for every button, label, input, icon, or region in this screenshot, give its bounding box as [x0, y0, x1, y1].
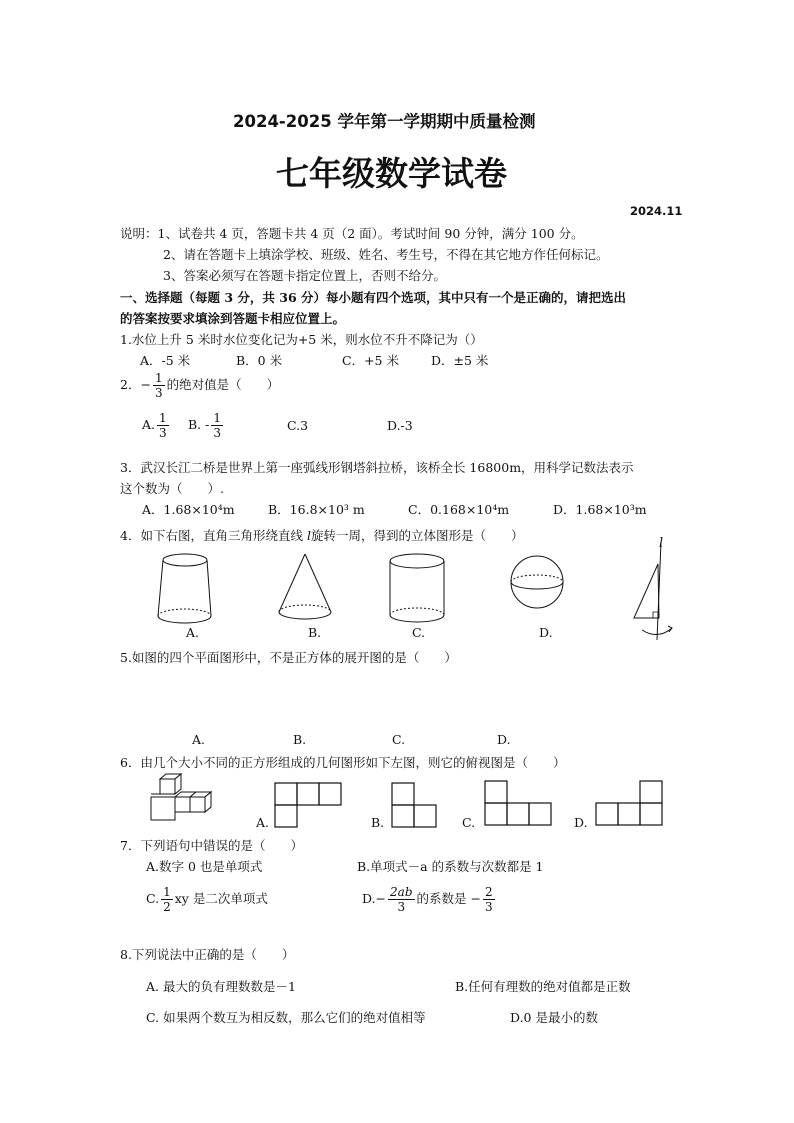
q4-rotation-triangle-figure [628, 538, 680, 642]
q4-stem [120, 526, 523, 544]
q2-stem [120, 372, 279, 399]
q2-fraction [153, 372, 165, 399]
q4-line-variable: l [306, 528, 311, 543]
q2-a-fraction [157, 412, 169, 439]
q4-figure-a-frustum [155, 552, 215, 627]
q3-option-a: A．1.68×10⁴m [142, 502, 235, 517]
q4-figure-d-sphere [507, 552, 567, 612]
q6-label-c: C. [462, 815, 476, 830]
q8-option-d: D.0 是最小的数 [510, 1010, 598, 1025]
q6-option-a-topview [274, 782, 344, 828]
q2-a-numerator: 1 [159, 411, 167, 425]
q6-cube-stack-figure [148, 773, 220, 825]
q2-suffix: 的绝对值是（ ） [166, 377, 280, 392]
q3-stem-line2: 这个数为（ ）. [120, 481, 224, 496]
q4-label-d: D. [539, 625, 553, 640]
q1-option-a: A．-5 米 [140, 353, 191, 368]
q7-d-numerator: 2ab [390, 885, 413, 899]
q7-c-text: xy 是二次单项式 [174, 891, 268, 906]
note-3: 3、答案必须写在答题卡指定位置上，否则不给分。 [163, 268, 446, 283]
q5-label-c: C. [392, 732, 406, 747]
q4-label-c: C. [412, 625, 426, 640]
q7-option-c [146, 886, 268, 913]
q1-option-b: B．0 米 [236, 353, 283, 368]
q8-option-a: A. 最大的负有理数数是－1 [146, 979, 296, 994]
q6-label-b: B. [371, 815, 385, 830]
q7-d-text: 的系数是 − [416, 891, 481, 906]
q5-stem: 5.如图的四个平面图形中，不是正方体的展开图的是（ ） [120, 650, 457, 665]
q8-option-b: B.任何有理数的绝对值都是正数 [455, 979, 631, 994]
q4-figure-b-cone [275, 552, 335, 627]
q7-d-fraction2 [483, 886, 495, 913]
q7-option-b: B.单项式－a 的系数与次数都是 1 [357, 859, 544, 874]
q2-a-label: A. [142, 417, 156, 432]
q7-c-fraction [161, 886, 173, 913]
q6-stem: 6．由几个大小不同的正方形组成的几何图形如下左图，则它的俯视图是（ ） [120, 755, 566, 770]
q8-stem: 8.下列说法中正确的是（ ） [120, 947, 295, 962]
q7-d-denominator2: 3 [484, 900, 493, 914]
q3-option-c: C．0.168×10⁴m [408, 502, 510, 517]
q7-option-d [362, 886, 497, 913]
q7-d-label: D.− [362, 891, 387, 906]
q3-option-b: B．16.8×10³ m [268, 502, 365, 517]
q5-label-d: D. [497, 732, 511, 747]
exam-date: 2024.11 [630, 204, 683, 218]
q7-stem: 7．下列语句中错误的是（ ） [120, 838, 303, 853]
q7-c-numerator: 1 [163, 885, 171, 899]
q2-option-d: D.-3 [387, 418, 413, 433]
q2-prefix: 2．− [120, 377, 151, 392]
q6-option-d-topview [595, 780, 665, 826]
q4-stem-part2: 旋转一周，得到的立体图形是（ ） [310, 528, 524, 543]
q1-stem: 1.水位上升 5 米时水位变化记为+5 米，则水位不升不降记为（） [120, 332, 483, 347]
q5-label-b: B. [293, 732, 307, 747]
q2-a-denominator: 3 [159, 426, 167, 440]
q4-axis-label: l [659, 536, 664, 551]
q7-d-fraction [388, 886, 414, 913]
q6-option-b-topview [391, 782, 439, 828]
q6-label-a: A. [256, 815, 270, 830]
q2-option-b [188, 412, 225, 439]
q7-d-denominator: 3 [397, 900, 406, 914]
q4-figure-c-cylinder [387, 552, 447, 627]
q8-option-c: C. 如果两个数互为相反数，那么它们的绝对值相等 [146, 1010, 426, 1025]
q3-option-d: D．1.68×10³m [553, 502, 647, 517]
section-heading-line1: 一、选择题（每题 3 分，共 36 分）每小题有四个选项，其中只有一个是正确的，请把选出 [120, 290, 627, 305]
q4-stem-part1: 4．如下右图，直角三角形绕直线 [120, 528, 303, 543]
q1-option-d: D．±5 米 [431, 353, 489, 368]
exam-subtitle: 2024-2025 学年第一学期期中质量检测 [233, 112, 536, 131]
section-heading-line2: 的答案按要求填涂到答题卡相应位置上。 [120, 311, 346, 326]
q5-label-a: A. [192, 732, 206, 747]
q3-stem-line1: 3．武汉长江二桥是世界上第一座弧线形钢塔斜拉桥，该桥全长 16800m，用科学记数法表示 [120, 460, 634, 475]
q7-d-numerator2: 2 [484, 885, 493, 899]
q2-option-c: C.3 [287, 418, 309, 433]
q7-c-denominator: 2 [163, 900, 171, 914]
note-1: 说明：1、试卷共 4 页，答题卡共 4 页（2 面）。考试时间 90 分钟，满分 100 分。 [120, 226, 584, 241]
q2-b-fraction [211, 412, 223, 439]
q2-option-a [142, 412, 171, 439]
q1-option-c: C．+5 米 [342, 353, 399, 368]
q4-label-b: B. [308, 625, 322, 640]
q6-option-c-topview [484, 780, 554, 826]
q2-b-numerator: 1 [213, 411, 221, 425]
q4-label-a: A. [186, 625, 200, 640]
q2-fraction-numerator: 1 [154, 371, 163, 385]
exam-title: 七年级数学试卷 [276, 154, 507, 193]
q2-b-denominator: 3 [213, 426, 221, 440]
note-2: 2、请在答题卡上填涂学校、班级、姓名、考生号，不得在其它地方作任何标记。 [163, 247, 609, 262]
q2-fraction-denominator: 3 [154, 386, 163, 400]
q6-label-d: D. [574, 815, 588, 830]
q7-c-label: C. [146, 891, 160, 906]
q7-option-a: A.数字 0 也是单项式 [146, 859, 263, 874]
q2-b-label: B. - [188, 417, 210, 432]
